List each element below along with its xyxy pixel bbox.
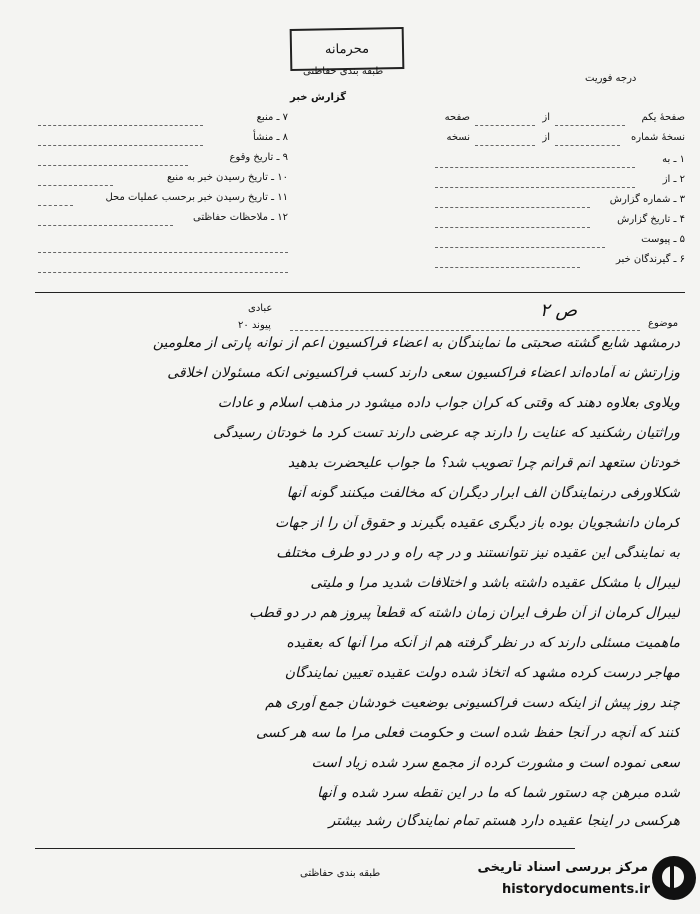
- handwritten-line: وزارتش نه آماده‌اند اعضاء فراکسیون سعی دارند کسب فراکسیونی انکه مسئولان اخلاقی: [167, 365, 680, 381]
- subject-label: موضوع: [648, 318, 679, 329]
- field-num: ۸ ـ: [276, 132, 288, 143]
- field-origin: [38, 132, 288, 150]
- field-mid: از: [542, 112, 550, 123]
- handwritten-line: درمشهد شایع گشته صحبتی ما نمایندگان به اعضاء فراکسیون اعم از نوانه پارتی از معلومین: [152, 335, 680, 351]
- field-label: تاریخ گزارش: [617, 214, 671, 225]
- field-num: ۱۱ ـ: [271, 192, 288, 203]
- field-mid: از: [542, 132, 550, 143]
- handwritten-line: به نمایندگی این عقیده نیز نتوانستند و در چه راه و در دو طرف مختلف: [276, 545, 680, 561]
- field-label: پیوست: [641, 234, 671, 245]
- handwritten-line: چند روز پیش از اینکه دست فراکسیونی بوضعیت خودشان جمع آوری هم: [265, 695, 680, 711]
- watermark: [477, 852, 698, 910]
- page-number: ص ۲: [540, 300, 578, 321]
- field-label: نسخهٔ شماره: [631, 132, 685, 143]
- field-label: منبع: [256, 112, 274, 123]
- urgency-label: درجه فوریت: [585, 73, 637, 84]
- field-num: ۳ ـ: [673, 194, 685, 205]
- handwritten-line: لیبرال کرمان از آن طرف ایران زمان داشته که قطعاً پیروز هم در دو قطب: [249, 605, 680, 621]
- field-num: ۱۰ ـ: [271, 172, 288, 183]
- field-received-source: [38, 172, 288, 190]
- field-attachment: [430, 234, 685, 252]
- field-label: گیرندگان خبر: [615, 254, 671, 265]
- field-occurrence-date: [38, 152, 288, 170]
- footer-classification: طبقه بندی حفاظتی: [300, 868, 381, 879]
- field-label: از: [662, 174, 671, 185]
- field-report-number: [430, 194, 685, 212]
- field-end: نسخه: [446, 132, 470, 143]
- handwritten-line: ویلاوی بعلاوه دهند که وقتی که کران جواب داده میشود در مذهب اسلام و عادات: [217, 395, 680, 411]
- handwritten-line: کرمان دانشجویان بوده باز دیگری عقیده بگیرند و حقوق آن را از جهات: [274, 515, 680, 531]
- handwritten-line: هرکسی در اینجا عقیده دارد هستم تمام نمایندگان رشد بیشتر: [328, 813, 680, 829]
- field-report-date: [430, 214, 685, 232]
- field-page: [430, 112, 685, 130]
- handwritten-line: لیبرال با مشکل عقیده داشته باشد و اختلافات شدید مرا و ملیتی: [310, 575, 680, 591]
- field-from: [430, 174, 685, 192]
- field-to: [430, 154, 685, 172]
- field-num: ۲ ـ: [673, 174, 685, 185]
- handwritten-line: کنند که آنچه در آنجا حفظ شده است و حکومت فعلی مرا ما سه هر کسی: [255, 725, 680, 741]
- field-label: شماره گزارش: [609, 194, 671, 205]
- field-end: صفحه: [444, 112, 470, 123]
- field-label: ملاحظات حفاظتی: [193, 212, 268, 223]
- page-label-text: پیوند: [251, 320, 271, 331]
- field-label: تاریخ رسیدن خبر به منبع: [166, 172, 268, 183]
- field-security-notes: [38, 212, 288, 230]
- field-label: تاریخ وقوع: [229, 152, 274, 163]
- notes-line: [38, 272, 288, 273]
- notes-line: [38, 252, 288, 253]
- field-num: ۷ ـ: [276, 112, 288, 123]
- watermark-title: مرکز بررسی اسناد تاریخی: [477, 860, 648, 875]
- watermark-url[interactable]: historydocuments.ir: [501, 882, 650, 897]
- field-label: به: [662, 154, 671, 165]
- header-divider: [35, 292, 685, 293]
- classification-label: طبقه بندی حفاظتی: [303, 66, 384, 77]
- left-fields: [38, 112, 288, 282]
- field-num: ۶ ـ: [673, 254, 685, 265]
- field-label: تاریخ رسیدن خبر برحسب عملیات محل: [105, 192, 268, 203]
- handwritten-line: ماهمیت مسئلی دارند که در نظر گرفته هم از آنکه مرا آنها که بعقیده: [286, 635, 680, 651]
- stamp-text: محرمانه: [324, 41, 370, 57]
- field-copy: [430, 132, 685, 150]
- field-source: [38, 112, 288, 130]
- handwritten-body: [40, 335, 680, 835]
- handwritten-line: شکلاورفی درنمایندگان الف ابرار دیگران که مخالفت میکنند گونه آنها: [286, 485, 680, 501]
- field-num: ۴ ـ: [673, 214, 685, 225]
- page-label: [238, 320, 271, 331]
- right-fields: [430, 112, 685, 272]
- sender-label: عبادی: [248, 303, 273, 314]
- report-title: گزارش خبر: [290, 92, 347, 103]
- field-num: ۹ ـ: [276, 152, 288, 163]
- page-value: ۲۰: [238, 320, 249, 331]
- field-num: ۱ ـ: [673, 154, 685, 165]
- archive-logo-icon: [652, 856, 696, 900]
- handwritten-line: خودتان ستعهد انم قرانم چرا تصویب شد؟ ما جواب علیحضرت بدهید: [287, 455, 680, 471]
- field-num: ۵ ـ: [673, 234, 685, 245]
- handwritten-line: شده مبرهن چه دستور شما که ما در این نقطه سرد شده و آنها: [317, 785, 680, 801]
- classification-stamp: [290, 27, 405, 71]
- handwritten-line: وراثتیان رشکنید که عنایت را دارند چه عرضی دارند تست کرد ما خودتان رسیدگی: [212, 425, 680, 441]
- field-recipients: [430, 254, 685, 272]
- handwritten-line: مهاجر درست کرده مشهد که اتخاذ شده دولت عقیده تعیین نمایندگان: [284, 665, 680, 681]
- subject-line: [290, 330, 640, 331]
- field-label: صفحهٔ یکم: [641, 112, 685, 123]
- field-label: منشأ: [252, 132, 274, 143]
- handwritten-line: سعی نموده است و مشورت کرده از مجمع سرد شده زیاد است: [311, 755, 680, 771]
- field-num: ۱۲ ـ: [271, 212, 288, 223]
- footer-divider: [35, 848, 575, 849]
- field-received-ops: [38, 192, 288, 210]
